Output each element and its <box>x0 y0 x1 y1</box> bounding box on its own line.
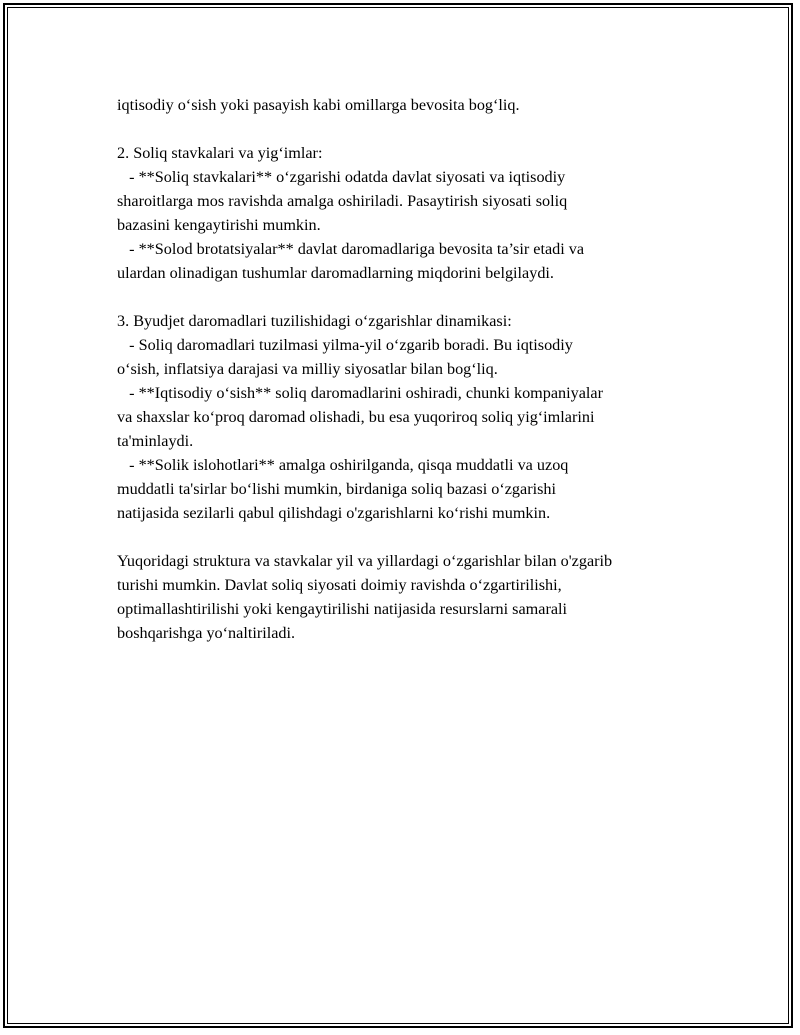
section3-line: o‘sish, inflatsiya darajasi va milliy siyosatlar bilan bog‘liq. <box>117 360 498 378</box>
section3-line: - **Iqtisodiy o‘sish** soliq daromadlarini oshiradi, chunki kompaniyalar <box>117 384 603 402</box>
conclusion-line: Yuqoridagi struktura va stavkalar yil va yillardagi o‘zgarishlar bilan o'zgarib <box>117 552 613 570</box>
section2-line: - **Soliq stavkalari** o‘zgarishi odatda davlat siyosati va iqtisodiy <box>117 168 566 186</box>
section3-line: - Soliq daromadlari tuzilmasi yilma-yil o‘zgarib boradi. Bu iqtisodiy <box>117 336 573 354</box>
section2-line: - **Solod brotatsiyalar** davlat daromadlariga bevosita ta’sir etadi va <box>117 240 585 258</box>
section3-heading: 3. Byudjet daromadlari tuzilishidagi o‘zgarishlar dinamikasi: <box>117 312 512 330</box>
section2-line: ulardan olinadigan tushumlar daromadlarning miqdorini belgilaydi. <box>117 264 554 282</box>
conclusion-line: optimallashtirilishi yoki kengaytirilishi natijasida resurslarni samarali <box>117 600 568 618</box>
paragraph-gap <box>117 117 697 141</box>
paragraph-gap <box>117 285 697 309</box>
section2-line: sharoitlarga mos ravishda amalga oshiriladi. Pasaytirish siyosati soliq <box>117 192 568 210</box>
section3-line: natijasida sezilarli qabul qilishdagi o'zgarishlarni ko‘rishi mumkin. <box>117 504 551 522</box>
conclusion-line: turishi mumkin. Davlat soliq siyosati doimiy ravishda o‘zgartirilishi, <box>117 576 562 594</box>
section3-line: muddatli ta'sirlar bo‘lishi mumkin, birdaniga soliq bazasi o‘zgarishi <box>117 480 556 498</box>
section3-line: - **Solik islohotlari** amalga oshirilganda, qisqa muddatli va uzoq <box>117 456 569 474</box>
section3-line: ta'minlaydi. <box>117 432 194 450</box>
section3-line: va shaxslar ko‘proq daromad olishadi, bu esa yuqoriroq soliq yig‘imlarini <box>117 408 595 426</box>
section2-heading: 2. Soliq stavkalari va yig‘imlar: <box>117 144 323 162</box>
paragraph-gap <box>117 525 697 549</box>
intro-line: iqtisodiy o‘sish yoki pasayish kabi omillarga bevosita bog‘liq. <box>117 96 520 114</box>
document-body <box>117 93 697 645</box>
conclusion-line: boshqarishga yo‘naltiriladi. <box>117 624 296 642</box>
section2-line: bazasini kengaytirishi mumkin. <box>117 216 321 234</box>
